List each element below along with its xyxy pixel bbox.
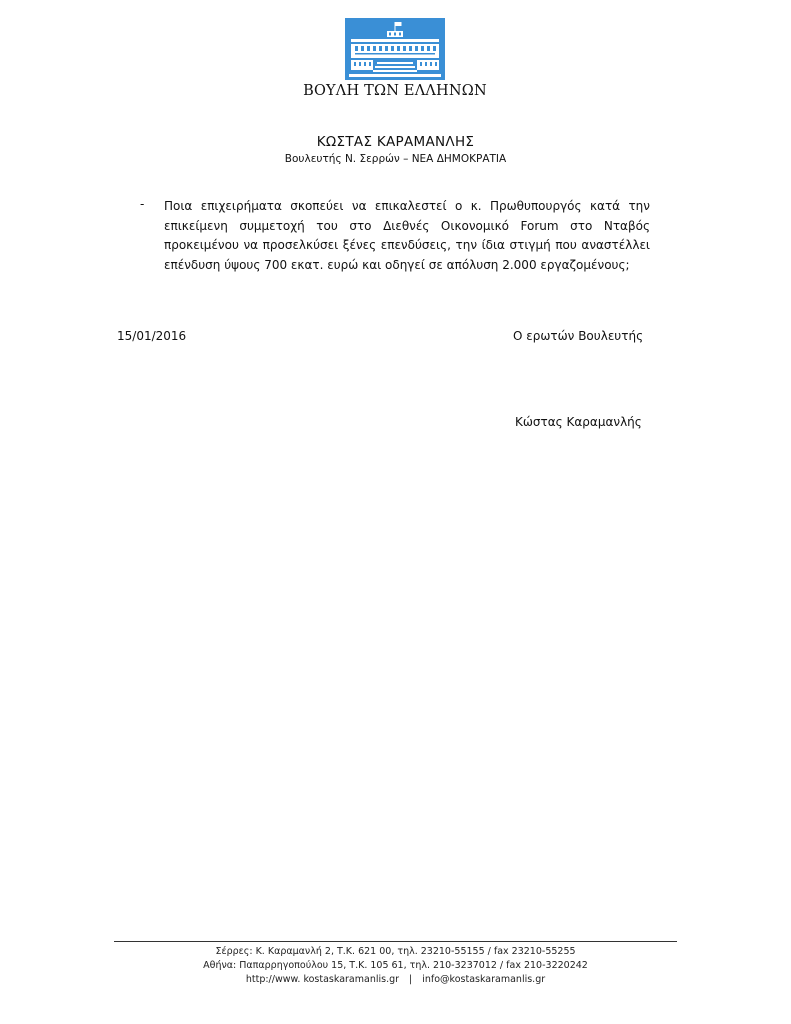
footer-divider <box>114 941 677 942</box>
footer-website-link[interactable]: http://www. kostaskaramanlis.gr <box>245 974 400 985</box>
footer-email-link[interactable]: info@kostaskaramanlis.gr <box>422 974 546 985</box>
document-date: 15/01/2016 <box>117 329 187 343</box>
footer-separator: | <box>409 974 413 985</box>
footer-contacts <box>0 974 791 985</box>
footer-serres-address: Σέρρες: Κ. Καραμανλή 2, Τ.Κ. 621 00, τηλ. 23210-55155 / fax 23210-55255 <box>215 946 576 957</box>
question-text: Ποια επιχειρήματα σκοπεύει να επικαλεστεί ο κ. Πρωθυπουργός κατά την επικείμενη συμμετοχή του στο Διεθνές Οικονομικό Forum στο Νταβός προκειμένου να προσελκύσει ξένες επενδύσεις, την ίδια στιγμή που αναστέλλει επένδυση ύψους 700 εκατ. ευρώ και οδηγεί σε απόλυση 2.000 εργαζομένους; <box>164 199 650 272</box>
question-item <box>140 197 650 275</box>
footer-athens-address: Αθήνα: Παπαρρηγοπούλου 15, Τ.Κ. 105 61, τηλ. 210-3237012 / fax 210-3220242 <box>203 960 588 971</box>
mp-name: ΚΩΣΤΑΣ ΚΑΡΑΜΑΝΛΗΣ <box>316 134 475 150</box>
parliament-name: ΒΟΥΛΗ ΤΩΝ ΕΛΛΗΝΩΝ <box>303 83 487 99</box>
signatory-name: Κώστας Καραμανλής <box>515 415 642 429</box>
mp-subtitle: Βουλευτής Ν. Σερρών – ΝΕΑ ΔΗΜΟΚΡΑΤΙΑ <box>284 153 507 165</box>
parliament-building-icon <box>345 18 445 80</box>
signatory-role: Ο ερωτών Βουλευτής <box>513 329 644 343</box>
question-bullet: - <box>140 197 145 211</box>
parliament-logo <box>345 18 445 80</box>
